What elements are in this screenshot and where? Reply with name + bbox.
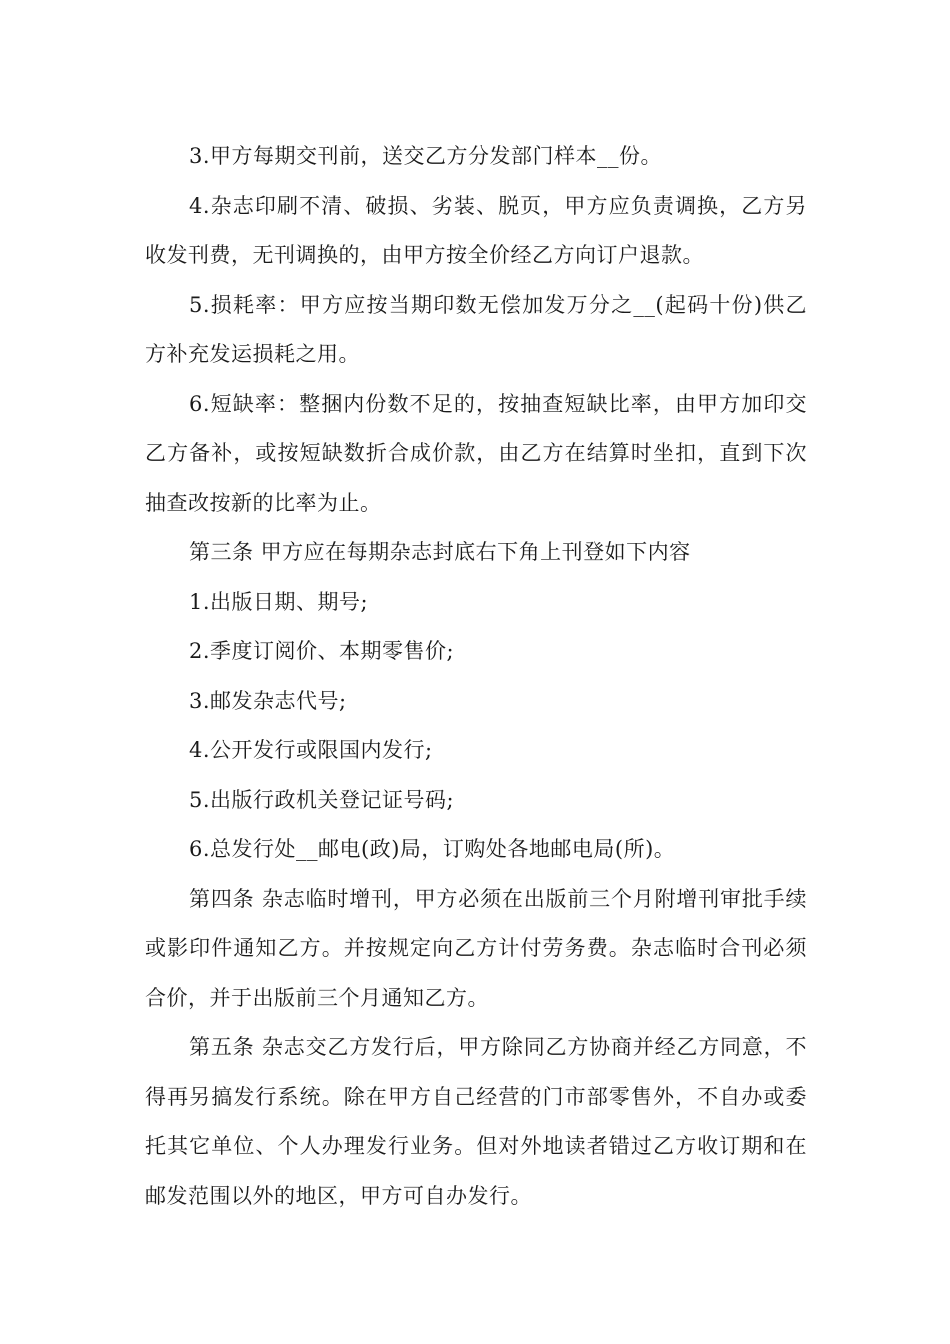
paragraph-loss-rate: 5.损耗率：甲方应按当期印数无偿加发万分之__(起码十份)供乙方补充发运损耗之用。	[145, 292, 807, 366]
list-item-publish-date: 1.出版日期、期号;	[189, 589, 369, 614]
list-item-distribution-office: 6.总发行处__邮电(政)局，订购处各地邮电局(所)。	[189, 837, 676, 861]
paragraph-shortage-rate: 6.短缺率：整捆内份数不足的，按抽查短缺比率，由甲方加印交乙方备补，或按短缺数折合成价款，由乙方在结算时坐扣，直到下次抽查改按新的比率为止。	[145, 391, 807, 515]
paragraph-clause-4: 4.杂志印刷不清、破损、劣装、脱页，甲方应负责调换，乙方另收发刊费，无刊调换的，由甲方按全价经乙方向订户退款。	[145, 193, 807, 267]
list-item-registration-number: 5.出版行政机关登记证号码;	[189, 787, 455, 812]
paragraph-article-3: 第三条 甲方应在每期杂志封底右下角上刊登如下内容	[189, 540, 691, 564]
list-item-distribution-scope: 4.公开发行或限国内发行;	[189, 738, 433, 762]
paragraph-clause-3: 3.甲方每期交刊前，送交乙方分发部门样本__份。	[189, 144, 663, 168]
paragraph-article-4: 第四条 杂志临时增刊，甲方必须在出版前三个月附增刊审批手续或影印件通知乙方。并按规定向乙方计付劳务费。杂志临时合刊必须合价，并于出版前三个月通知乙方。	[145, 886, 807, 1010]
paragraph-article-5: 第五条 杂志交乙方发行后，甲方除同乙方协商并经乙方同意，不得再另搞发行系统。除在甲方自己经营的门市部零售外，不自办或委托其它单位、个人办理发行业务。但对外地读者错过乙方收订期和在邮发范围以外的地区，甲方可自办发行。	[145, 1035, 807, 1208]
list-item-postal-code: 3.邮发杂志代号;	[189, 688, 347, 713]
document-body	[145, 132, 807, 1221]
list-item-price: 2.季度订阅价、本期零售价;	[189, 639, 455, 663]
